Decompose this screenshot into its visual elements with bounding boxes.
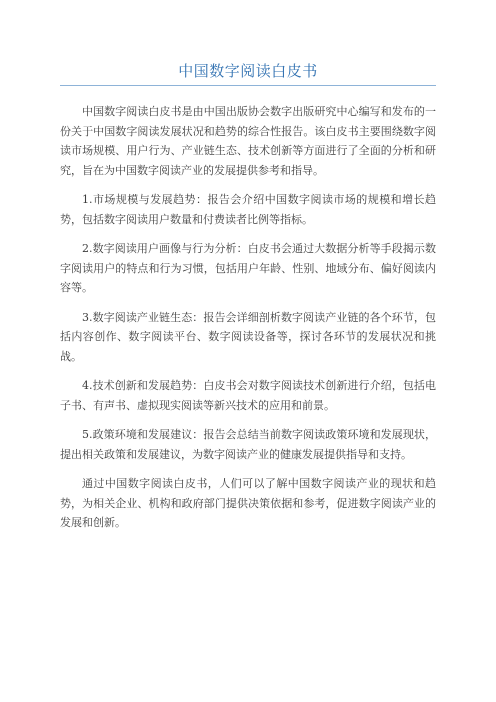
document-body	[60, 102, 436, 533]
paragraph-conclusion: 通过中国数字阅读白皮书，人们可以了解中国数字阅读产业的现状和趋势，为相关企业、机构和政府部门提供决策依据和参考，促进数字阅读产业的发展和创新。	[60, 477, 436, 529]
paragraph-policy: 5.政策环境和发展建议：报告会总结当前数字阅读政策环境和发展现状，提出相关政策和发展建议，为数字阅读产业的健康发展提供指导和支持。	[60, 428, 436, 461]
paragraph-market-size: 1.市场规模与发展趋势：报告会介绍中国数字阅读市场的规模和增长趋势，包括数字阅读用户数量和付费读者比例等指标。	[60, 193, 436, 226]
paragraph-technology: 4.技术创新和发展趋势：白皮书会对数字阅读技术创新进行介绍，包括电子书、有声书、虚拟现实阅读等新兴技术的应用和前景。	[60, 379, 436, 412]
document-title: 中国数字阅读白皮书	[178, 62, 318, 80]
paragraph-intro: 中国数字阅读白皮书是由中国出版协会数字出版研究中心编写和发布的一份关于中国数字阅读发展状况和趋势的综合性报告。该白皮书主要围绕数字阅读市场规模、用户行为、产业链生态、技术创新等方面进行了全面的分析和研究，旨在为中国数字阅读产业的发展提供参考和指导。	[60, 105, 436, 177]
paragraph-user-profile: 2.数字阅读用户画像与行为分析：白皮书会通过大数据分析等手段揭示数字阅读用户的特点和行为习惯，包括用户年龄、性别、地域分布、偏好阅读内容等。	[60, 242, 436, 294]
paragraph-industry-chain: 3.数字阅读产业链生态：报告会详细剖析数字阅读产业链的各个环节，包括内容创作、数字阅读平台、数字阅读设备等，探讨各环节的发展状况和挑战。	[60, 310, 436, 363]
title-divider	[60, 85, 436, 86]
